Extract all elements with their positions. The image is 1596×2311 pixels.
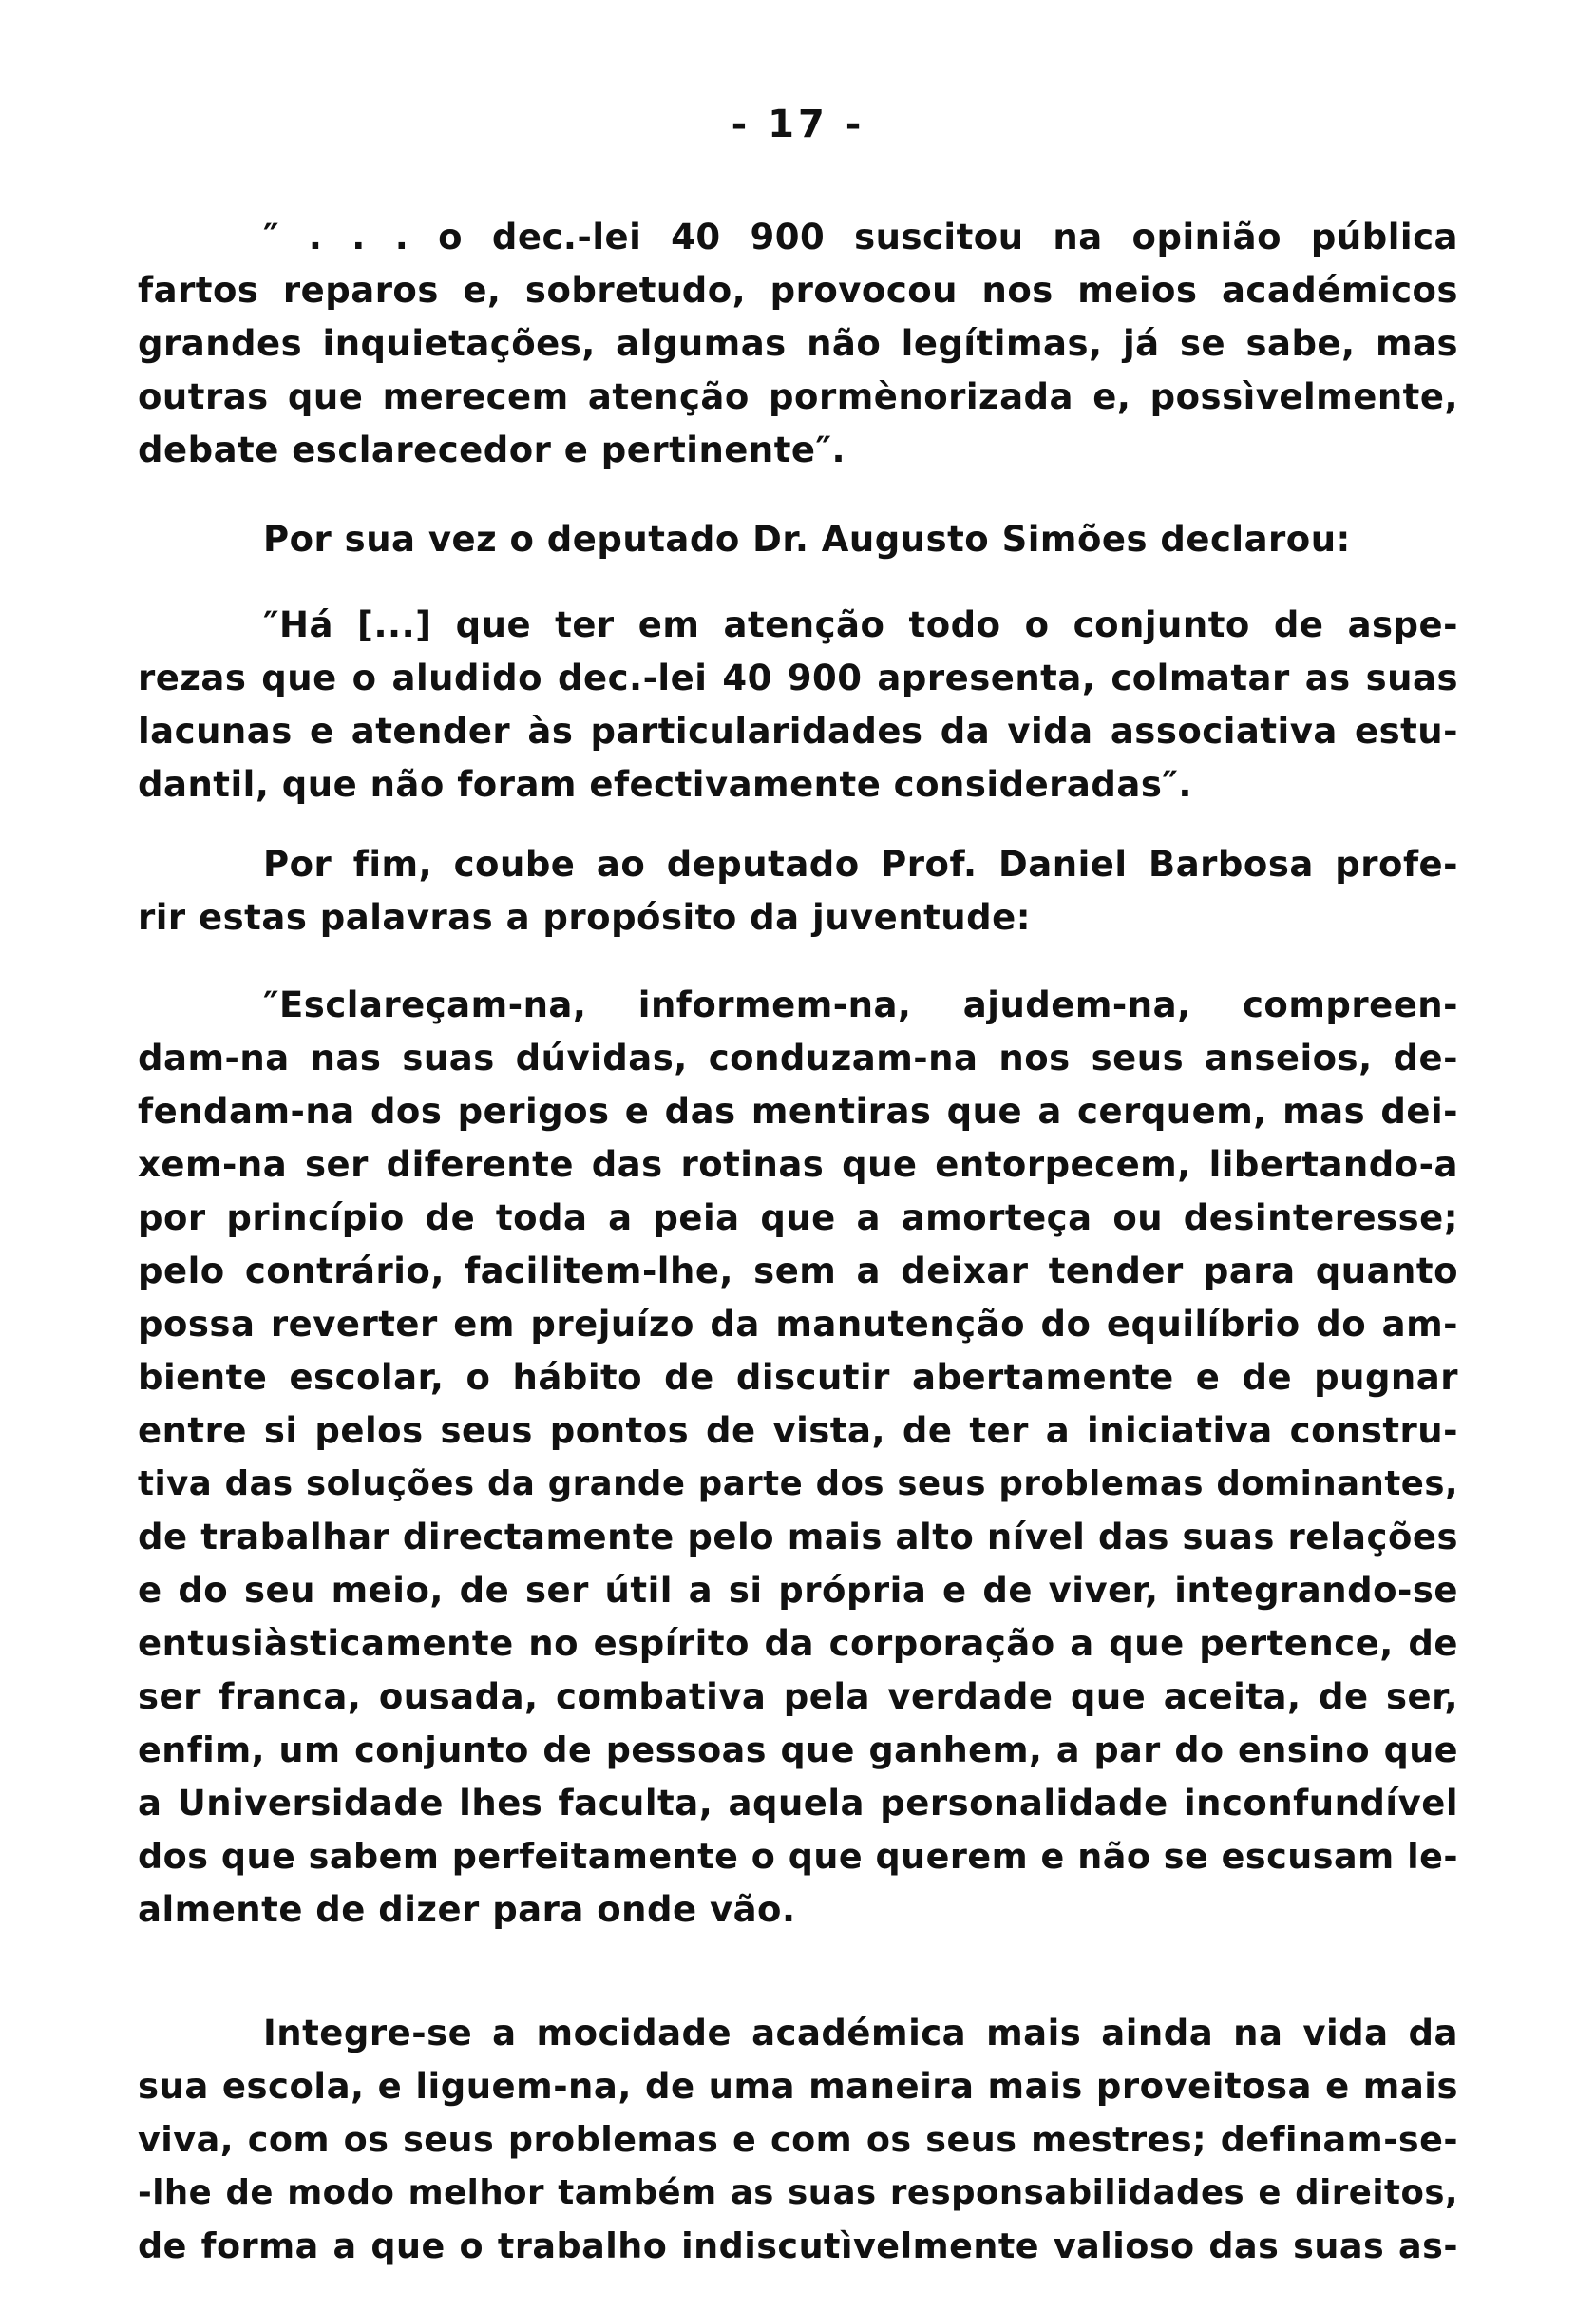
text-line: Por fim, coube ao deputado Prof. Daniel Barbosa profe-: [263, 844, 1458, 885]
text-line: fartos reparos e, sobretudo, provocou nos meios académicos: [138, 270, 1458, 311]
text-line: grandes inquietações, algumas não legítimas, já se sabe, mas: [138, 323, 1458, 364]
text-line: a Universidade lhes faculta, aquela personalidade inconfundível: [138, 1783, 1458, 1824]
text-line: pelo contrário, facilitem-lhe, sem a deixar tender para quanto: [138, 1251, 1458, 1291]
paragraph-dr-augusto: [138, 513, 1458, 566]
paragraph-integre: [138, 2007, 1458, 2273]
text-line: fendam-na dos perigos e das mentiras que a cerquem, mas dei-: [138, 1091, 1458, 1132]
paragraph-quote-2: [138, 599, 1458, 812]
text-line: entre si pelos seus pontos de vista, de ter a iniciativa constru-: [138, 1410, 1458, 1451]
text-line: Por sua vez o deputado Dr. Augusto Simões declarou:: [263, 519, 1351, 560]
paragraph-prof-daniel: [138, 838, 1458, 945]
text-line: por princípio de toda a peia que a amorteça ou desinteresse;: [138, 1197, 1458, 1238]
text-line: tiva das soluções da grande parte dos seus problemas dominantes,: [138, 1464, 1458, 1503]
paragraph-quote-3: [138, 979, 1458, 1937]
text-line: ″ . . . o dec.-lei 40 900 suscitou na opinião pública: [263, 217, 1458, 258]
text-line: ser franca, ousada, combativa pela verdade que aceita, de ser,: [138, 1676, 1458, 1717]
text-line: entusiàsticamente no espírito da corporação a que pertence, de: [138, 1623, 1458, 1664]
text-line: e do seu meio, de ser útil a si própria e de viver, integrando-se: [138, 1570, 1458, 1611]
text-line: Integre-se a mocidade académica mais ainda na vida da: [263, 2013, 1458, 2053]
text-line: dam-na nas suas dúvidas, conduzam-na nos seus anseios, de-: [138, 1038, 1458, 1079]
paragraph-quote-1: [138, 211, 1458, 477]
text-line: dantil, que não foram efectivamente consideradas″.: [138, 764, 1192, 805]
text-line: lacunas e atender às particularidades da vida associativa estu-: [138, 711, 1458, 752]
text-line: outras que merecem atenção pormènorizada e, possìvelmente,: [138, 376, 1458, 417]
text-line: dos que sabem perfeitamente o que querem e não se escusam le-: [138, 1836, 1458, 1877]
text-line: xem-na ser diferente das rotinas que entorpecem, libertando-a: [138, 1144, 1458, 1185]
text-line: ″Esclareçam-na, informem-na, ajudem-na, compreen-: [263, 984, 1458, 1025]
text-line: enfim, um conjunto de pessoas que ganhem, a par do ensino que: [138, 1729, 1458, 1770]
text-line: biente escolar, o hábito de discutir abertamente e de pugnar: [138, 1357, 1458, 1398]
text-line: sua escola, e liguem-na, de uma maneira mais proveitosa e mais: [138, 2066, 1458, 2107]
text-line: rir estas palavras a propósito da juventude:: [138, 897, 1031, 938]
text-line: possa reverter em prejuízo da manutenção do equilíbrio do am-: [138, 1304, 1458, 1345]
page-number: - 17 -: [731, 103, 865, 146]
text-line: debate esclarecedor e pertinente″.: [138, 430, 846, 470]
text-line: ″Há [...] que ter em atenção todo o conjunto de aspe-: [263, 604, 1458, 645]
text-line: viva, com os seus problemas e com os seus mestres; definam-se-: [138, 2119, 1458, 2160]
text-line: de forma a que o trabalho indiscutìvelmente valioso das suas as-: [138, 2225, 1458, 2266]
text-line: -lhe de modo melhor também as suas responsabilidades e direitos,: [138, 2173, 1458, 2212]
text-line: rezas que o aludido dec.-lei 40 900 apresenta, colmatar as suas: [138, 658, 1458, 698]
text-line: de trabalhar directamente pelo mais alto nível das suas relações: [138, 1517, 1458, 1557]
text-line: almente de dizer para onde vão.: [138, 1889, 796, 1930]
